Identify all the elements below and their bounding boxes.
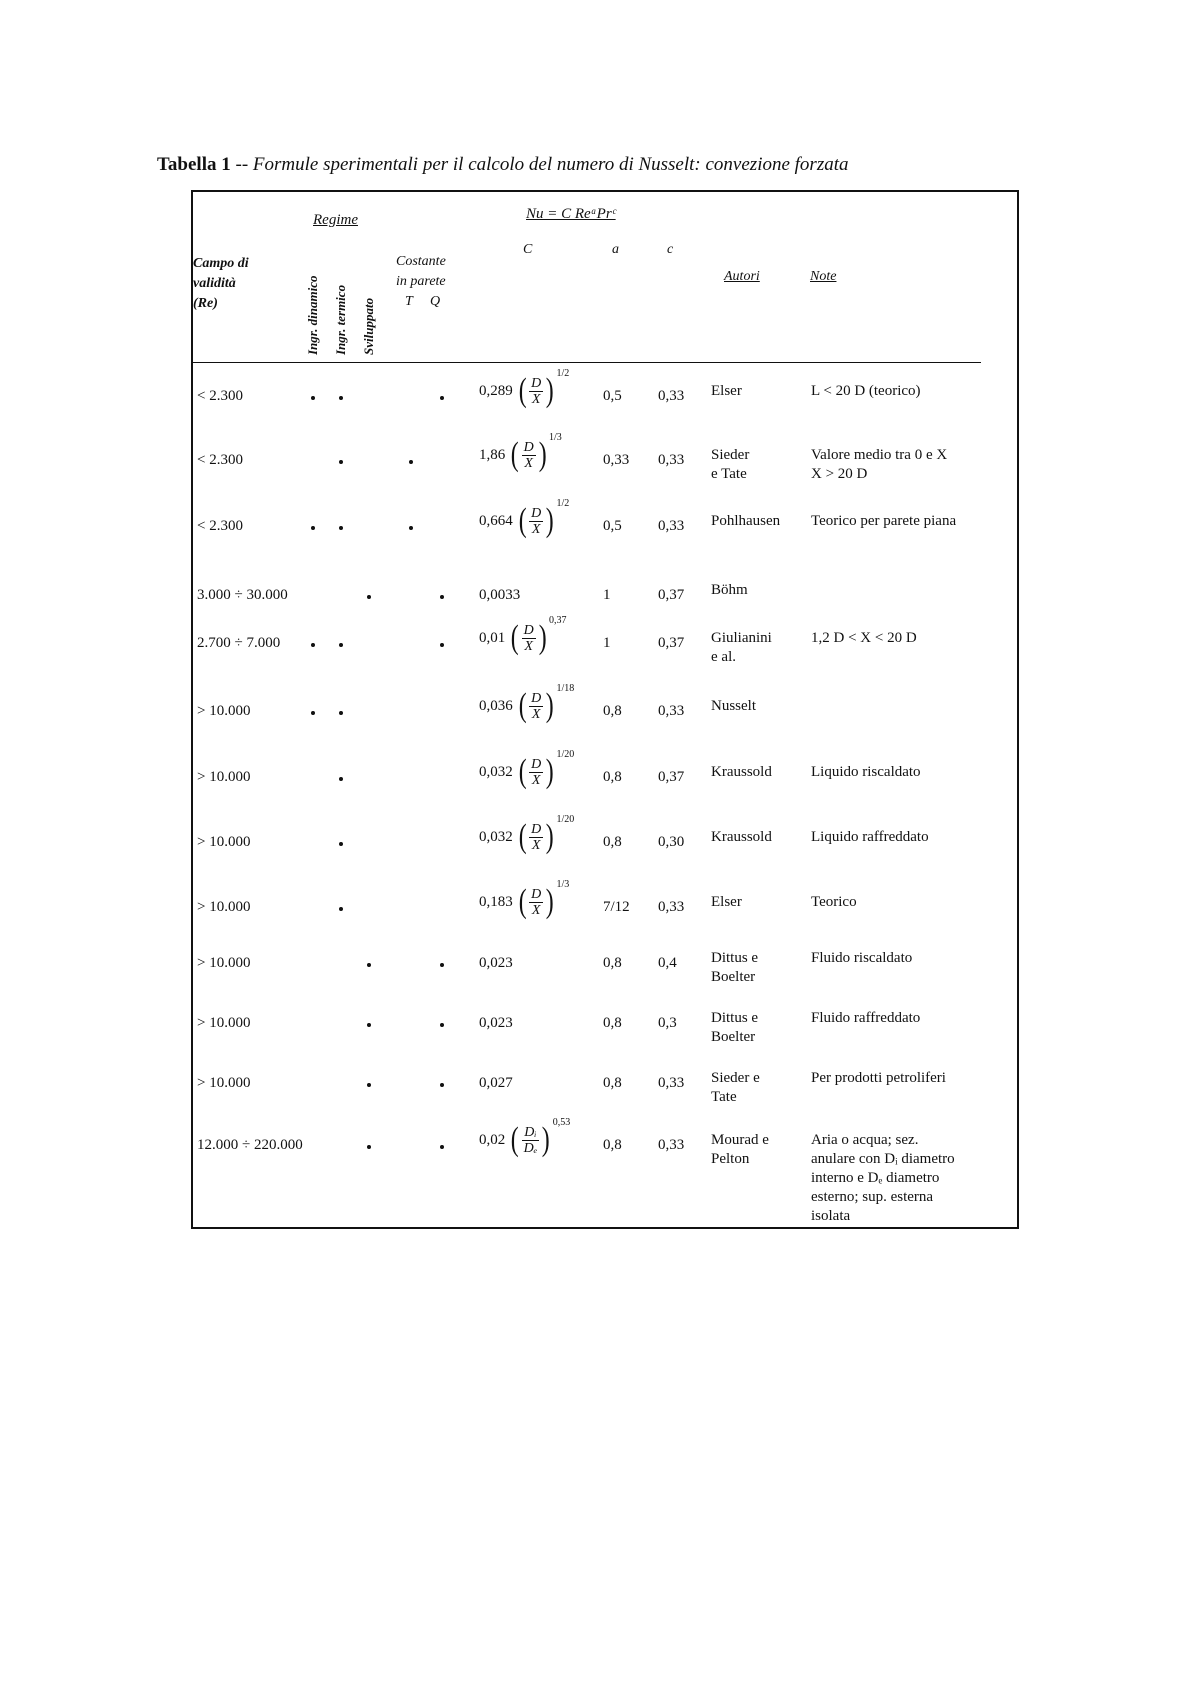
c-cell: 0,33 bbox=[658, 1075, 685, 1091]
exponent: 1/20 bbox=[556, 814, 575, 825]
regime-dot bbox=[339, 907, 343, 911]
fraction-denominator: X bbox=[531, 772, 541, 788]
autori-cell: Böhm bbox=[711, 582, 748, 598]
regime-dot bbox=[367, 595, 371, 599]
c-cell: 0,33 bbox=[658, 899, 685, 915]
autori-cell: Elser bbox=[711, 894, 742, 910]
note-cell: Liquido riscaldato bbox=[811, 764, 921, 780]
fraction-numerator: D bbox=[531, 756, 542, 772]
exponent: 1/2 bbox=[556, 498, 570, 509]
ratio-paren bbox=[517, 814, 575, 855]
autori-cell: Nusselt bbox=[711, 698, 756, 714]
regime-dot bbox=[440, 595, 444, 599]
ratio-fraction bbox=[529, 822, 543, 853]
regime-dot bbox=[311, 643, 315, 647]
note-cell: Teorico per parete piana bbox=[811, 513, 957, 529]
note-cell: L < 20 D (teorico) bbox=[811, 383, 921, 399]
right-paren: ) bbox=[545, 372, 554, 409]
autori-cell: Kraussold bbox=[711, 764, 772, 780]
table-header bbox=[193, 192, 1017, 367]
note-cell: Liquido raffreddato bbox=[811, 829, 929, 845]
campo-cell: < 2.300 bbox=[197, 518, 243, 534]
ratio-fraction bbox=[522, 623, 536, 654]
regime-dot bbox=[339, 711, 343, 715]
campo-cell: > 10.000 bbox=[197, 769, 251, 785]
campo-cell: > 10.000 bbox=[197, 899, 251, 915]
c-coefficient: 0,01 bbox=[479, 629, 506, 646]
note-cell: 1,2 D < X < 20 D bbox=[811, 630, 917, 646]
fraction-denominator: X bbox=[524, 638, 533, 654]
autori-cell: Pohlhausen bbox=[711, 513, 781, 529]
ratio-paren bbox=[509, 432, 562, 473]
regime-dot bbox=[367, 1083, 371, 1087]
regime-dot bbox=[367, 1023, 371, 1027]
header-ingr-termico: Ingr. termico bbox=[333, 284, 348, 355]
c-cell: 0,33 bbox=[658, 518, 685, 534]
right-paren: ) bbox=[545, 818, 554, 855]
c-formula bbox=[479, 879, 570, 920]
costante-line-1: Costante bbox=[396, 254, 446, 269]
regime-dot bbox=[409, 460, 413, 464]
a-cell: 0,8 bbox=[603, 955, 622, 971]
a-cell: 7/12 bbox=[603, 899, 630, 915]
campo-cell: < 2.300 bbox=[197, 452, 243, 468]
ratio-fraction bbox=[529, 887, 543, 918]
ratio-paren bbox=[509, 1117, 571, 1158]
note-cell: Per prodotti petroliferi bbox=[811, 1070, 946, 1086]
note-cell: Fluido raffreddato bbox=[811, 1010, 921, 1026]
regime-dot bbox=[339, 842, 343, 846]
right-paren: ) bbox=[538, 619, 547, 656]
regime-dot bbox=[367, 1145, 371, 1149]
costante-line-2: in parete bbox=[396, 274, 446, 289]
left-paren: ( bbox=[518, 883, 527, 920]
exponent: 0,37 bbox=[549, 615, 567, 626]
regime-dot bbox=[339, 460, 343, 464]
a-cell: 0,8 bbox=[603, 834, 622, 850]
c-coefficient: 0,0033 bbox=[479, 587, 521, 603]
c-cell: 0,33 bbox=[658, 1137, 685, 1153]
left-paren: ( bbox=[510, 436, 519, 473]
campo-cell: > 10.000 bbox=[197, 834, 251, 850]
ratio-paren bbox=[517, 368, 570, 409]
right-paren: ) bbox=[538, 436, 547, 473]
ratio-fraction bbox=[522, 1125, 540, 1156]
autori-cell: Kraussold bbox=[711, 829, 772, 845]
ratio-fraction bbox=[529, 691, 543, 722]
c-formula bbox=[479, 432, 562, 473]
exponent: 1/18 bbox=[556, 683, 575, 694]
nusselt-formula: Nu = C ReᵃPrᶜ bbox=[526, 206, 616, 222]
a-cell: 0,33 bbox=[603, 452, 630, 468]
campo-cell: > 10.000 bbox=[197, 1015, 251, 1031]
regime-dot bbox=[440, 643, 444, 647]
exponent: 1/2 bbox=[556, 368, 570, 379]
c-coefficient: 0,664 bbox=[479, 512, 513, 529]
c-coefficient: 0,036 bbox=[479, 697, 513, 714]
fraction-denominator: X bbox=[531, 391, 541, 407]
campo-cell: 3.000 ÷ 30.000 bbox=[197, 587, 288, 603]
c-cell: 0,30 bbox=[658, 834, 685, 850]
regime-dot bbox=[440, 1083, 444, 1087]
autori-cell: Sieder e Tate bbox=[711, 1070, 760, 1105]
fraction-denominator: X bbox=[524, 455, 533, 471]
c-coefficient: 0,289 bbox=[479, 382, 513, 399]
costante-line-3: T Q bbox=[405, 294, 441, 309]
campo-cell: > 10.000 bbox=[197, 703, 251, 719]
caption-dash: -- bbox=[230, 154, 253, 175]
note-cell: Fluido riscaldato bbox=[811, 950, 913, 966]
left-paren: ( bbox=[510, 1121, 519, 1158]
campo-line-3: (Re) bbox=[193, 296, 218, 311]
c-coefficient: 0,183 bbox=[479, 893, 513, 910]
autori-cell: Mourad e Pelton bbox=[711, 1132, 769, 1167]
fraction-denominator: X bbox=[531, 902, 541, 918]
table-caption bbox=[157, 154, 849, 176]
ratio-paren bbox=[517, 683, 575, 724]
c-formula bbox=[479, 1075, 513, 1092]
nusselt-table bbox=[191, 190, 1019, 1229]
left-paren: ( bbox=[518, 753, 527, 790]
ratio-fraction bbox=[529, 757, 543, 788]
c-formula bbox=[479, 683, 575, 724]
c-formula bbox=[479, 1117, 571, 1158]
regime-dot bbox=[311, 396, 315, 400]
c-coefficient: 0,023 bbox=[479, 1015, 513, 1031]
fraction-numerator: D bbox=[523, 622, 534, 638]
regime-dot bbox=[440, 963, 444, 967]
regime-dot bbox=[311, 526, 315, 530]
c-formula bbox=[479, 1015, 513, 1032]
fraction-denominator: X bbox=[531, 521, 541, 537]
exponent: 1/3 bbox=[549, 432, 562, 443]
a-cell: 0,8 bbox=[603, 1137, 622, 1153]
left-paren: ( bbox=[518, 372, 527, 409]
regime-dot bbox=[311, 711, 315, 715]
a-cell: 0,5 bbox=[603, 518, 622, 534]
c-cell: 0,37 bbox=[658, 769, 685, 785]
ratio-fraction bbox=[522, 440, 536, 471]
c-coefficient: 0,023 bbox=[479, 955, 513, 971]
fraction-numerator: D bbox=[523, 439, 534, 455]
right-paren: ) bbox=[545, 502, 554, 539]
header-rule bbox=[193, 362, 981, 363]
c-formula bbox=[479, 615, 567, 656]
c-formula bbox=[479, 814, 575, 855]
ratio-paren bbox=[517, 749, 575, 790]
autori-cell: Dittus e Boelter bbox=[711, 950, 759, 985]
note-cell: Valore medio tra 0 e X X > 20 D bbox=[811, 447, 948, 482]
autori-cell: Elser bbox=[711, 383, 742, 399]
exponent: 0,53 bbox=[552, 1117, 571, 1128]
c-cell: 0,37 bbox=[658, 635, 685, 651]
header-ingr-dinamico: Ingr. dinamico bbox=[305, 275, 320, 355]
c-cell: 0,4 bbox=[658, 955, 677, 971]
a-cell: 0,8 bbox=[603, 769, 622, 785]
ratio-paren bbox=[517, 498, 570, 539]
regime-dot bbox=[339, 643, 343, 647]
fraction-numerator: D bbox=[531, 375, 542, 391]
fraction-numerator: D bbox=[531, 886, 542, 902]
regime-dot bbox=[440, 1023, 444, 1027]
right-paren: ) bbox=[545, 753, 554, 790]
fraction-denominator: Dₑ bbox=[523, 1140, 538, 1156]
autori-cell: Dittus e Boelter bbox=[711, 1010, 759, 1045]
a-cell: 0,5 bbox=[603, 388, 622, 404]
regime-heading: Regime bbox=[313, 212, 358, 228]
regime-dot bbox=[367, 963, 371, 967]
a-cell: 0,8 bbox=[603, 1075, 622, 1091]
left-paren: ( bbox=[518, 502, 527, 539]
c-formula bbox=[479, 749, 575, 790]
campo-line-2: validità bbox=[193, 276, 236, 291]
ratio-fraction bbox=[529, 376, 543, 407]
col-c-upper: C bbox=[523, 242, 533, 257]
left-paren: ( bbox=[510, 619, 519, 656]
c-cell: 0,37 bbox=[658, 587, 685, 603]
c-cell: 0,33 bbox=[658, 703, 685, 719]
left-paren: ( bbox=[518, 687, 527, 724]
fraction-numerator: D bbox=[531, 821, 542, 837]
regime-dot bbox=[409, 526, 413, 530]
c-coefficient: 0,032 bbox=[479, 828, 513, 845]
regime-dot bbox=[440, 396, 444, 400]
campo-cell: > 10.000 bbox=[197, 955, 251, 971]
header-sviluppato: Sviluppato bbox=[361, 297, 376, 355]
a-cell: 1 bbox=[603, 635, 611, 651]
c-coefficient: 0,032 bbox=[479, 763, 513, 780]
a-cell: 0,8 bbox=[603, 1015, 622, 1031]
fraction-numerator: D bbox=[531, 505, 542, 521]
note-cell: Aria o acqua; sez. anulare con Dᵢ diametro interno e Dₑ diametro esterno; sup. esterna isolata bbox=[811, 1132, 955, 1224]
right-paren: ) bbox=[545, 883, 554, 920]
regime-dot bbox=[440, 1145, 444, 1149]
a-cell: 0,8 bbox=[603, 703, 622, 719]
regime-dot bbox=[339, 777, 343, 781]
right-paren: ) bbox=[545, 687, 554, 724]
fraction-numerator: Dᵢ bbox=[524, 1124, 537, 1140]
campo-cell: < 2.300 bbox=[197, 388, 243, 404]
note-cell: Teorico bbox=[811, 894, 857, 910]
exponent: 1/20 bbox=[556, 749, 575, 760]
c-formula bbox=[479, 498, 570, 539]
c-formula bbox=[479, 587, 520, 604]
fraction-denominator: X bbox=[531, 837, 541, 853]
caption-label: Tabella 1 bbox=[157, 154, 231, 175]
regime-dot bbox=[339, 526, 343, 530]
right-paren: ) bbox=[542, 1121, 550, 1158]
left-paren: ( bbox=[518, 818, 527, 855]
ratio-fraction bbox=[529, 506, 543, 537]
fraction-numerator: D bbox=[531, 690, 542, 706]
regime-dot bbox=[339, 396, 343, 400]
c-coefficient: 0,027 bbox=[479, 1075, 513, 1091]
exponent: 1/3 bbox=[556, 879, 570, 890]
campo-cell: 2.700 ÷ 7.000 bbox=[197, 635, 281, 651]
ratio-paren bbox=[517, 879, 570, 920]
note-heading: Note bbox=[810, 269, 837, 284]
c-coefficient: 0,02 bbox=[479, 1131, 506, 1148]
c-formula bbox=[479, 368, 570, 409]
fraction-denominator: X bbox=[531, 706, 541, 722]
campo-line-1: Campo di bbox=[193, 256, 249, 271]
col-a: a bbox=[612, 242, 619, 257]
a-cell: 1 bbox=[603, 587, 611, 603]
autori-heading: Autori bbox=[724, 269, 760, 284]
caption-text: Formule sperimentali per il calcolo del numero di Nusselt: convezione forzata bbox=[252, 154, 849, 175]
col-c: c bbox=[667, 242, 674, 257]
c-formula bbox=[479, 955, 513, 972]
autori-cell: Giulianini e al. bbox=[711, 630, 772, 665]
autori-cell: Sieder e Tate bbox=[711, 447, 750, 482]
c-cell: 0,3 bbox=[658, 1015, 677, 1031]
c-cell: 0,33 bbox=[658, 452, 685, 468]
c-cell: 0,33 bbox=[658, 388, 685, 404]
campo-cell: > 10.000 bbox=[197, 1075, 251, 1091]
ratio-paren bbox=[509, 615, 567, 656]
c-coefficient: 1,86 bbox=[479, 446, 506, 463]
campo-cell: 12.000 ÷ 220.000 bbox=[197, 1137, 303, 1153]
